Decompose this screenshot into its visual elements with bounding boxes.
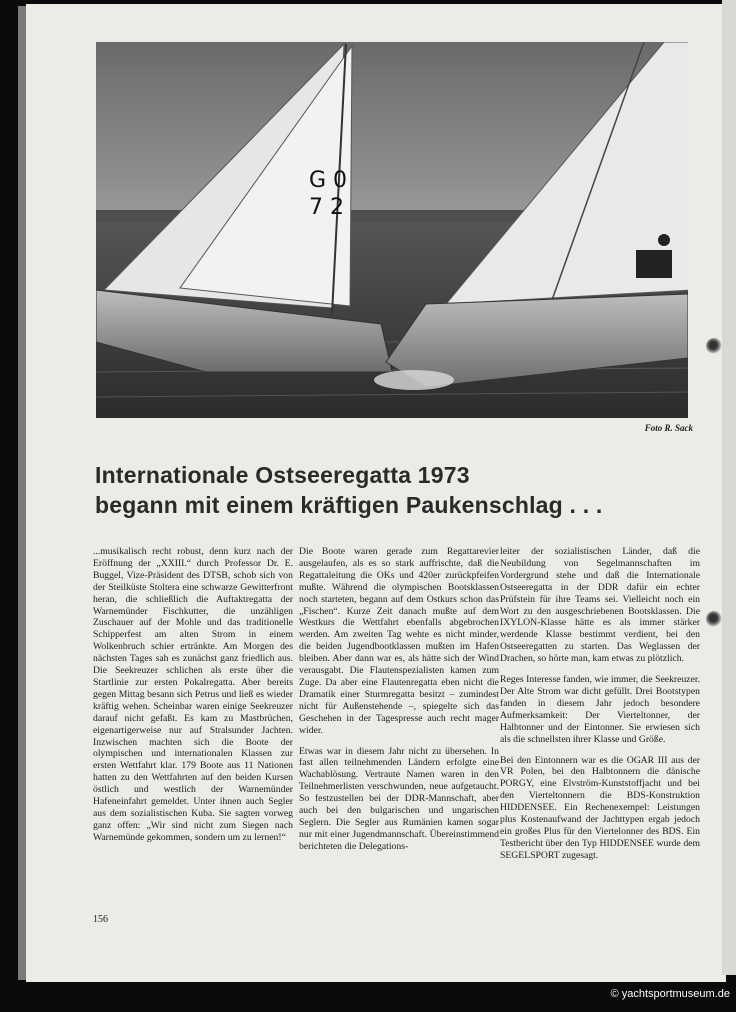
sail-number-bottom: 7 2 — [309, 195, 344, 220]
copyright-watermark: © yachtsportmuseum.de — [610, 988, 730, 1000]
paragraph: Reges Interesse fanden, wie immer, die Seekreuzer. Der Alte Strom war dicht gefüllt. Drei Bootstypen fanden in diesem Jahr jedoch besondere Aufmerksamkeit: Der Vierteltonner, der Halbtonner und der Eintonner. Sie erwiesen sich als die schnellsten ihrer Klasse und Größe. — [500, 674, 700, 745]
text-column-1 — [93, 546, 293, 853]
sailing-photo-illustration — [96, 42, 688, 418]
paragraph: leiter der sozialistischen Länder, daß die Neubildung von Segelmannschaften im Vordergrund stehe und daß die Internationale Ostseeregatta in der DDR dafür ein echter Prüfstein für ihre Teams sei. Vielleicht noch ein Wort zu den ausgeschriebenen Bootsklassen. Die IXYLON-Klasse hätte es als immer stärker werdende Klasse bestimmt verdient, bei den Ostseeregatten zu starten. Das Weglassen der Drachen, so hörte man, kam etwas zu plötzlich. — [500, 546, 700, 665]
punch-hole-upper — [706, 338, 722, 354]
text-column-3 — [500, 546, 700, 871]
sailing-photo — [96, 42, 688, 418]
sailor-body — [636, 250, 672, 278]
page-number: 156 — [93, 914, 108, 925]
text-column-2 — [299, 546, 499, 862]
paragraph: Etwas war in diesem Jahr nicht zu übersehen. In fast allen teilnehmenden Ländern erfolgte eine Wachablösung. Vertraute Namen waren in den Teilnehmerlisten verschwunden, neue aufgetaucht. So festzustellen bei der DDR-Mannschaft, aber auch bei den bulgarischen und ungarischen Seglern. Die Segler aus Rumänien kamen sogar nur mit einer Jugendmannschaft. Übereinstimmend berichteten die Delegations- — [299, 745, 499, 852]
sail-number-top: G 0 — [309, 168, 348, 193]
paragraph: Bei den Eintonnern war es die OGAR III aus der VR Polen, bei den Halbtonnern die dänische PORGY, eine Elvström-Kunststoffjacht und bei den Vierteltonnern die BDS-Konstruktion HIDDENSEE. Ein Rechenexempel: Leistungen plus Kostenaufwand der Jachttypen ergab jedoch ein großes Plus für den Viertelonner des BDS. Ein Testbericht über den Typ HIDDENSEE wurde dem SEGELSPORT zugesagt. — [500, 754, 700, 861]
photo-credit: Foto R. Sack — [644, 423, 693, 433]
paragraph: Die Boote waren gerade zum Regattarevier ausgelaufen, als es so stark auffrischte, daß die Regattaleitung die OKs und 420er zurückpfeifen mußte. Während die olympischen Bootsklassen noch starteten, begann auf dem Ostkurs schon das „Fischen“. Kurze Zeit danach mußte auf dem Westkurs die Wettfahrt ebenfalls abgebrochen werden. Am zweiten Tag wehte es nicht minder, die beiden Jugendbootklassen mußten im Hafen bleiben. Aber dann war es, als hätte sich der Wind verausgabt. Die Flautenspezialisten kamen zum Zuge. Da aber eine Flautenregatta eben nicht die Dramatik einer Sturmregatta besitzt – zumindest nicht für Außenstehende –, spiegelte sich das Geschehen in der Tagespresse auch recht mager wider. — [299, 546, 499, 736]
next-page-edge — [722, 0, 736, 975]
punch-hole-lower — [706, 611, 722, 627]
paragraph: ...musikalisch recht robust, denn kurz nach der Eröffnung der „XXIII.“ durch Professor Dr. E. Buggel, Vize-Präsident des DTSB, schob sich von der Steilküste Stoltera eine schwarze Gewitterfront heran, die schließlich die Auftaktregatta der Warnemünder Fischkutter, die unzähligen Zuschauer auf der Mohle und das traditionelle Schipperfest am alten Strom in einem Wolkenbruch schier ertränkte. Am Morgen des nächsten Tages sah es zunächst ganz friedlich aus. Die Seekreuzer schlichen als erste über die Startlinie zur ersten Pokalregatta. Aber bereits gegen Mittag besann sich Petrus und ließ es wieder kräftig wehen. Scheinbar waren einige Seekreuzer darauf nicht gefaßt. Es kam zu Mastbrüchen, eigenartigerweise nur auf Stralsunder Jachten. Inzwischen machten sich die Boote der olympischen und internationalen Klassen zur ersten Wettfahrt klar. 179 Boote aus 11 Nationen hatten zu den Wettfahrten auf den beiden Kursen östlich und westlich der Warnemünder Hafeneinfahrt gemeldet. Unter ihnen auch Segler aus dem sozialistischen Kuba. Sie sagten vorweg ganz offen: „Wir sind nicht zum Siegen nach Warnemünde gekommen, sondern um zu lernen!“ — [93, 546, 293, 843]
headline-line-2: begann mit einem kräftigen Paukenschlag . . . — [95, 492, 603, 518]
headline-line-1: Internationale Ostseeregatta 1973 — [95, 462, 470, 488]
article-headline — [95, 460, 695, 520]
sailor-figure — [658, 234, 670, 246]
bow-spray — [374, 370, 454, 390]
